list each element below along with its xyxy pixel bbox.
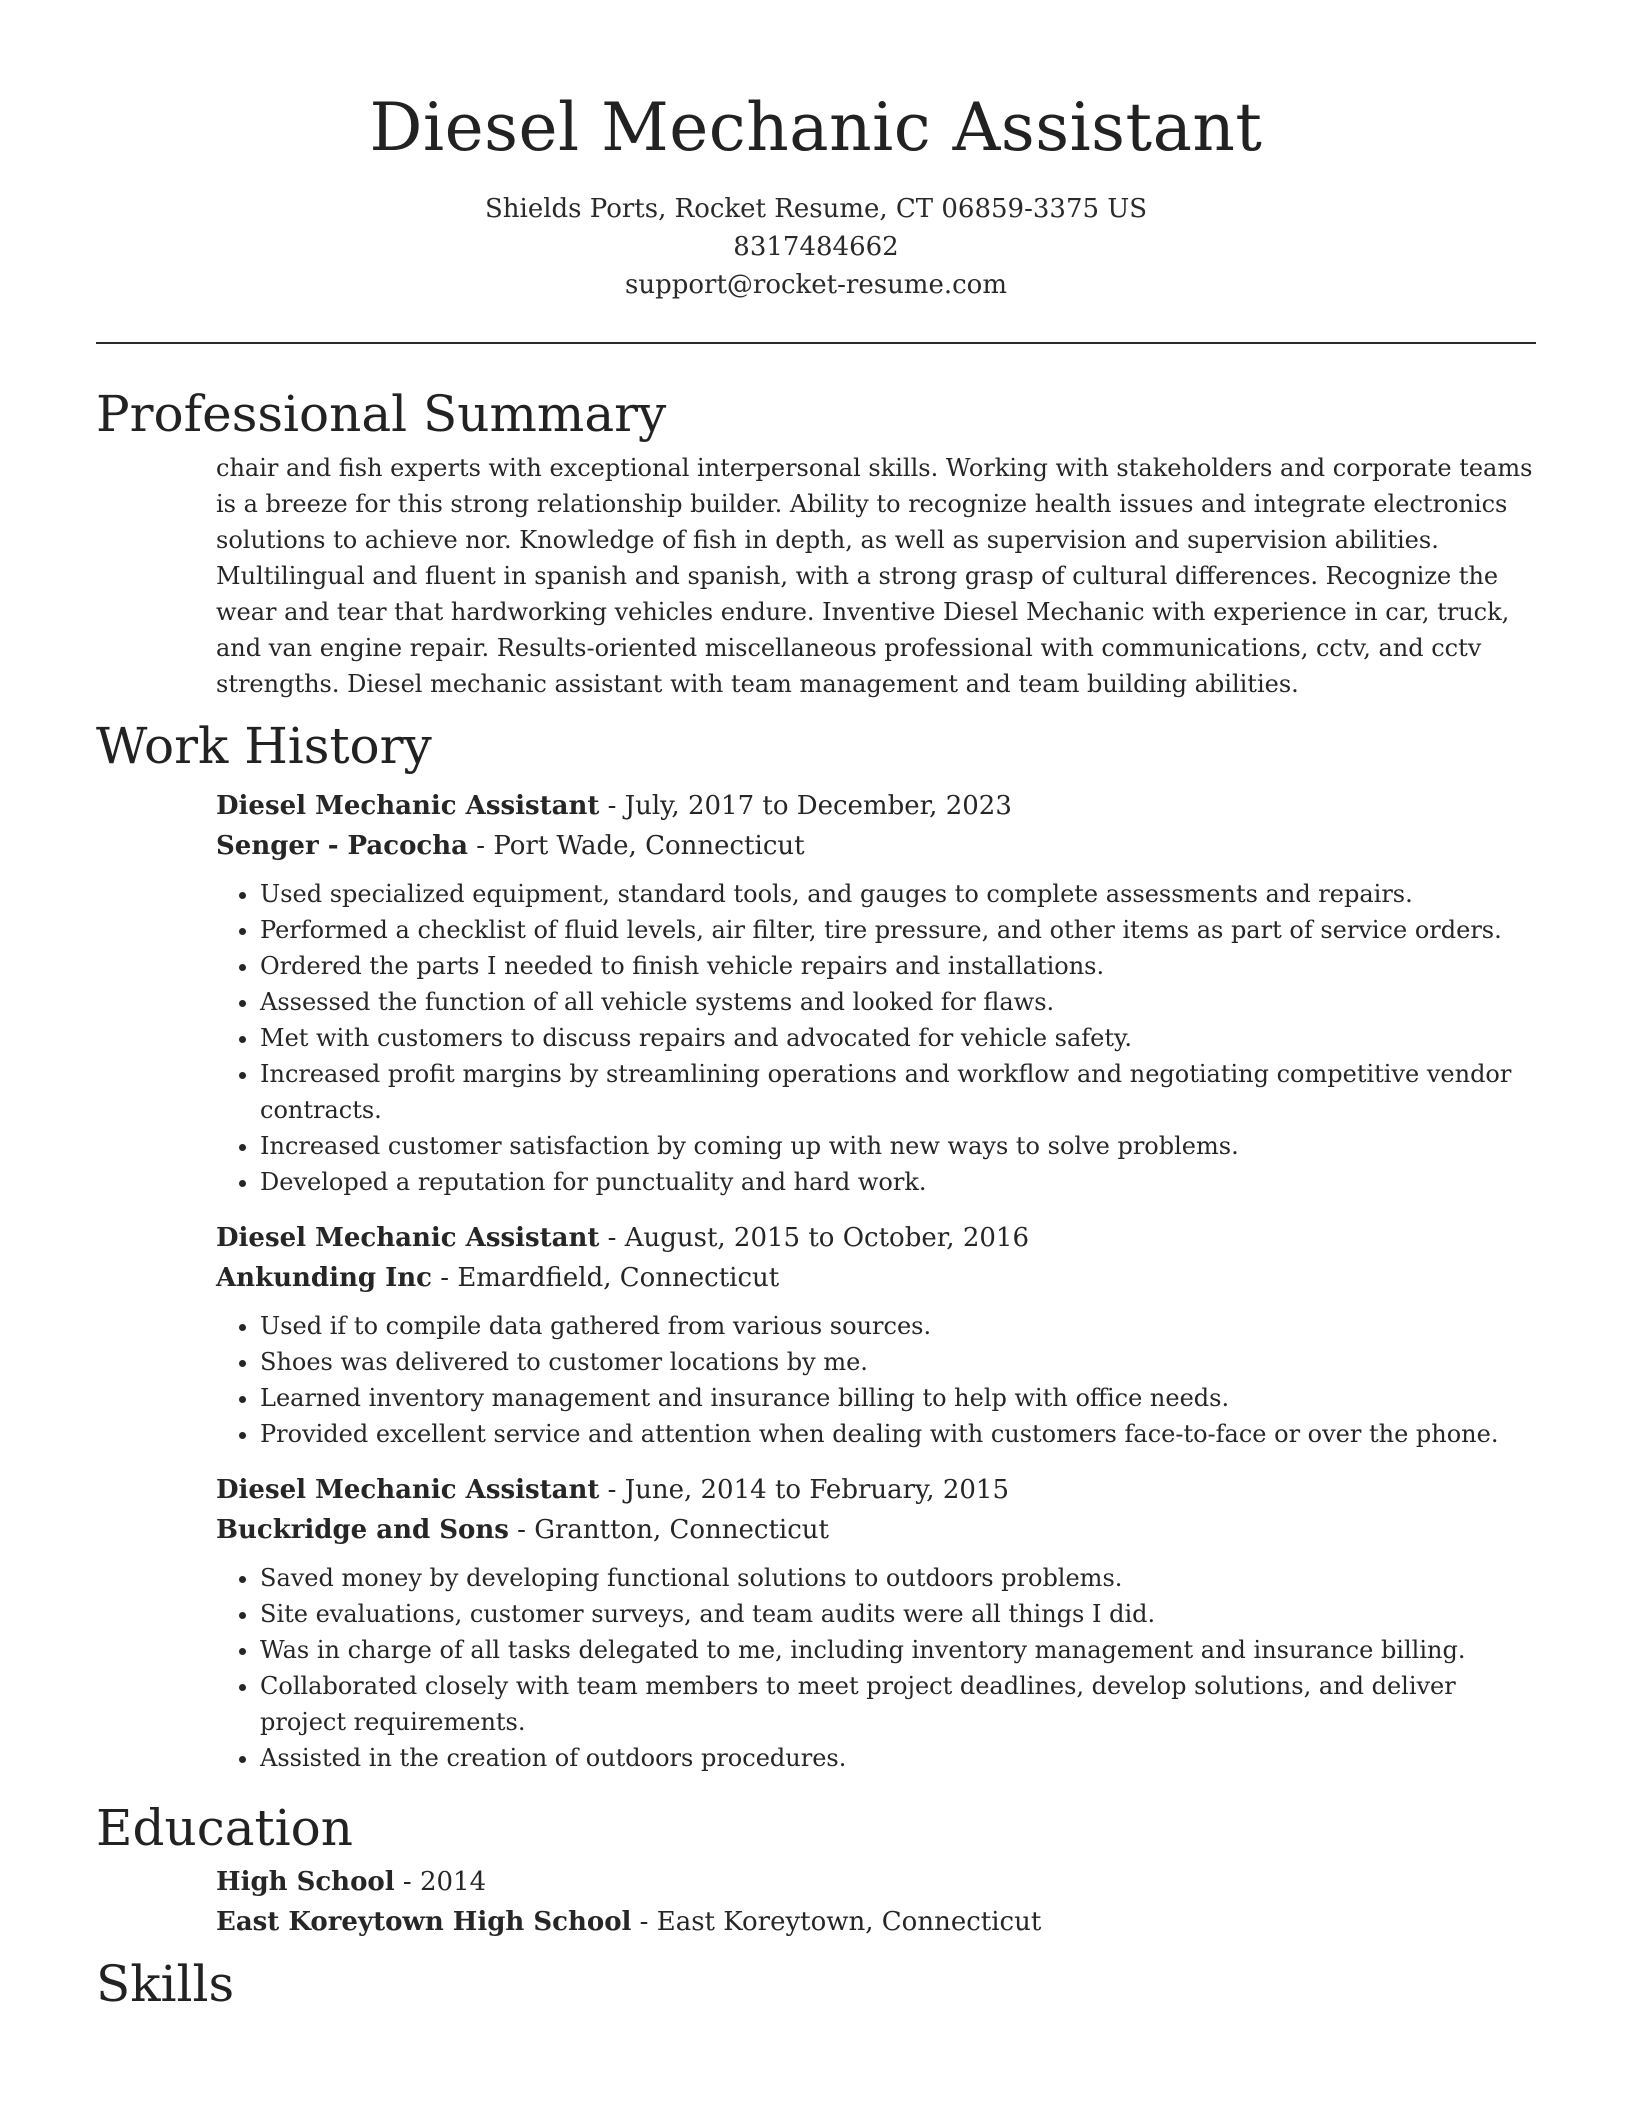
job-title: Diesel Mechanic Assistant xyxy=(216,791,600,821)
job-bullet: • Site evaluations, customer surveys, and team audits were all things I did. xyxy=(260,1596,1536,1632)
job-company: Ankunding Inc xyxy=(216,1263,432,1293)
work-history-heading: Work History xyxy=(96,717,432,775)
job-bullet: • Was in charge of all tasks delegated to me, including inventory management and insurance billing. xyxy=(260,1632,1536,1668)
job-bullet: • Used specialized equipment, standard tools, and gauges to complete assessments and repairs. xyxy=(260,876,1536,912)
job-bullet: • Met with customers to discuss repairs and advocated for vehicle safety. xyxy=(260,1020,1536,1056)
job-bullet: • Assisted in the creation of outdoors procedures. xyxy=(260,1740,1536,1776)
job-company: Buckridge and Sons xyxy=(216,1515,509,1545)
job-company-line xyxy=(216,826,1536,866)
candidate-name: Diesel Mechanic Assistant xyxy=(369,89,1263,166)
resume-content xyxy=(96,380,1536,2026)
education-degree-line xyxy=(216,1862,1536,1902)
job-bullet: • Used if to compile data gathered from various sources. xyxy=(260,1308,1536,1344)
contact-email: support@rocket-resume.com xyxy=(624,270,1007,300)
education-section xyxy=(96,1794,1536,1942)
education-location: - East Koreytown, Connecticut xyxy=(631,1907,1042,1937)
job-location: - Grantton, Connecticut xyxy=(508,1515,829,1545)
job-company-line xyxy=(216,1258,1536,1298)
job-bullet: • Assessed the function of all vehicle systems and looked for flaws. xyxy=(260,984,1536,1020)
contact-phone: 8317484662 xyxy=(733,232,899,262)
education-school: East Koreytown High School xyxy=(216,1907,632,1937)
job-bullet-list xyxy=(216,1308,1536,1452)
job-title-line xyxy=(216,786,1536,826)
job-bullet: • Provided excellent service and attention when dealing with customers face-to-face or over the phone. xyxy=(260,1416,1536,1452)
job-bullet: • Learned inventory management and insurance billing to help with office needs. xyxy=(260,1380,1536,1416)
job-company: Senger - Pacocha xyxy=(216,831,468,861)
job-dates: - August, 2015 to October, 2016 xyxy=(599,1223,1029,1253)
summary-text: chair and fish experts with exceptional interpersonal skills. Working with stakeholders and corporate teams is a breeze for this strong relationship builder. Ability to recognize health issues and integrate electronics solutions to achieve nor. Knowledge of fish in depth, as well as supervision and supervision abilities. Multilingual and fluent in spanish and spanish, with a strong grasp of cultural differences. Recognize the wear and tear that hardworking vehicles endure. Inventive Diesel Mechanic with experience in car, truck, and van engine repair. Results-oriented miscellaneous professional with communications, cctv, and cctv strengths. Diesel mechanic assistant with team management and team building abilities. xyxy=(216,454,1533,698)
education-heading: Education xyxy=(96,1799,353,1857)
job-title: Diesel Mechanic Assistant xyxy=(216,1223,600,1253)
header-divider xyxy=(96,342,1536,344)
contact-info xyxy=(0,190,1632,304)
job-entry xyxy=(216,1218,1536,1452)
job-bullet: • Developed a reputation for punctuality and hard work. xyxy=(260,1164,1536,1200)
job-location: - Emardfield, Connecticut xyxy=(432,1263,780,1293)
job-entry xyxy=(216,1470,1536,1776)
job-bullet-list xyxy=(216,1560,1536,1776)
job-bullet: • Increased profit margins by streamlining operations and workflow and negotiating competitive vendor contracts. xyxy=(260,1056,1536,1128)
education-degree: High School xyxy=(216,1867,395,1897)
education-school-line xyxy=(216,1902,1536,1942)
job-bullet: • Saved money by developing functional solutions to outdoors problems. xyxy=(260,1560,1536,1596)
summary-section xyxy=(96,380,1536,702)
job-bullet: • Shoes was delivered to customer locations by me. xyxy=(260,1344,1536,1380)
job-bullet: • Increased customer satisfaction by coming up with new ways to solve problems. xyxy=(260,1128,1536,1164)
skills-section xyxy=(96,1950,1536,2018)
job-title: Diesel Mechanic Assistant xyxy=(216,1475,600,1505)
job-title-line xyxy=(216,1470,1536,1510)
education-body xyxy=(216,1862,1536,1942)
education-year: - 2014 xyxy=(394,1867,487,1897)
summary-body xyxy=(216,450,1536,702)
job-company-line xyxy=(216,1510,1536,1550)
job-title-line xyxy=(216,1218,1536,1258)
resume-header xyxy=(0,0,1632,304)
job-entry xyxy=(216,786,1536,1200)
work-history-body xyxy=(216,786,1536,1776)
job-dates: - June, 2014 to February, 2015 xyxy=(599,1475,1010,1505)
job-bullet: • Performed a checklist of fluid levels, air filter, tire pressure, and other items as part of service orders. xyxy=(260,912,1536,948)
job-bullet: • Ordered the parts I needed to finish vehicle repairs and installations. xyxy=(260,948,1536,984)
summary-heading: Professional Summary xyxy=(96,385,667,443)
work-history-section xyxy=(96,712,1536,1776)
job-bullet-list xyxy=(216,876,1536,1200)
skills-heading: Skills xyxy=(96,1955,235,2013)
job-dates: - July, 2017 to December, 2023 xyxy=(599,791,1012,821)
job-bullet: • Collaborated closely with team members to meet project deadlines, develop solutions, and deliver project requirements. xyxy=(260,1668,1536,1740)
contact-address: Shields Ports, Rocket Resume, CT 06859-3375 US xyxy=(484,194,1148,224)
job-location: - Port Wade, Connecticut xyxy=(468,831,805,861)
